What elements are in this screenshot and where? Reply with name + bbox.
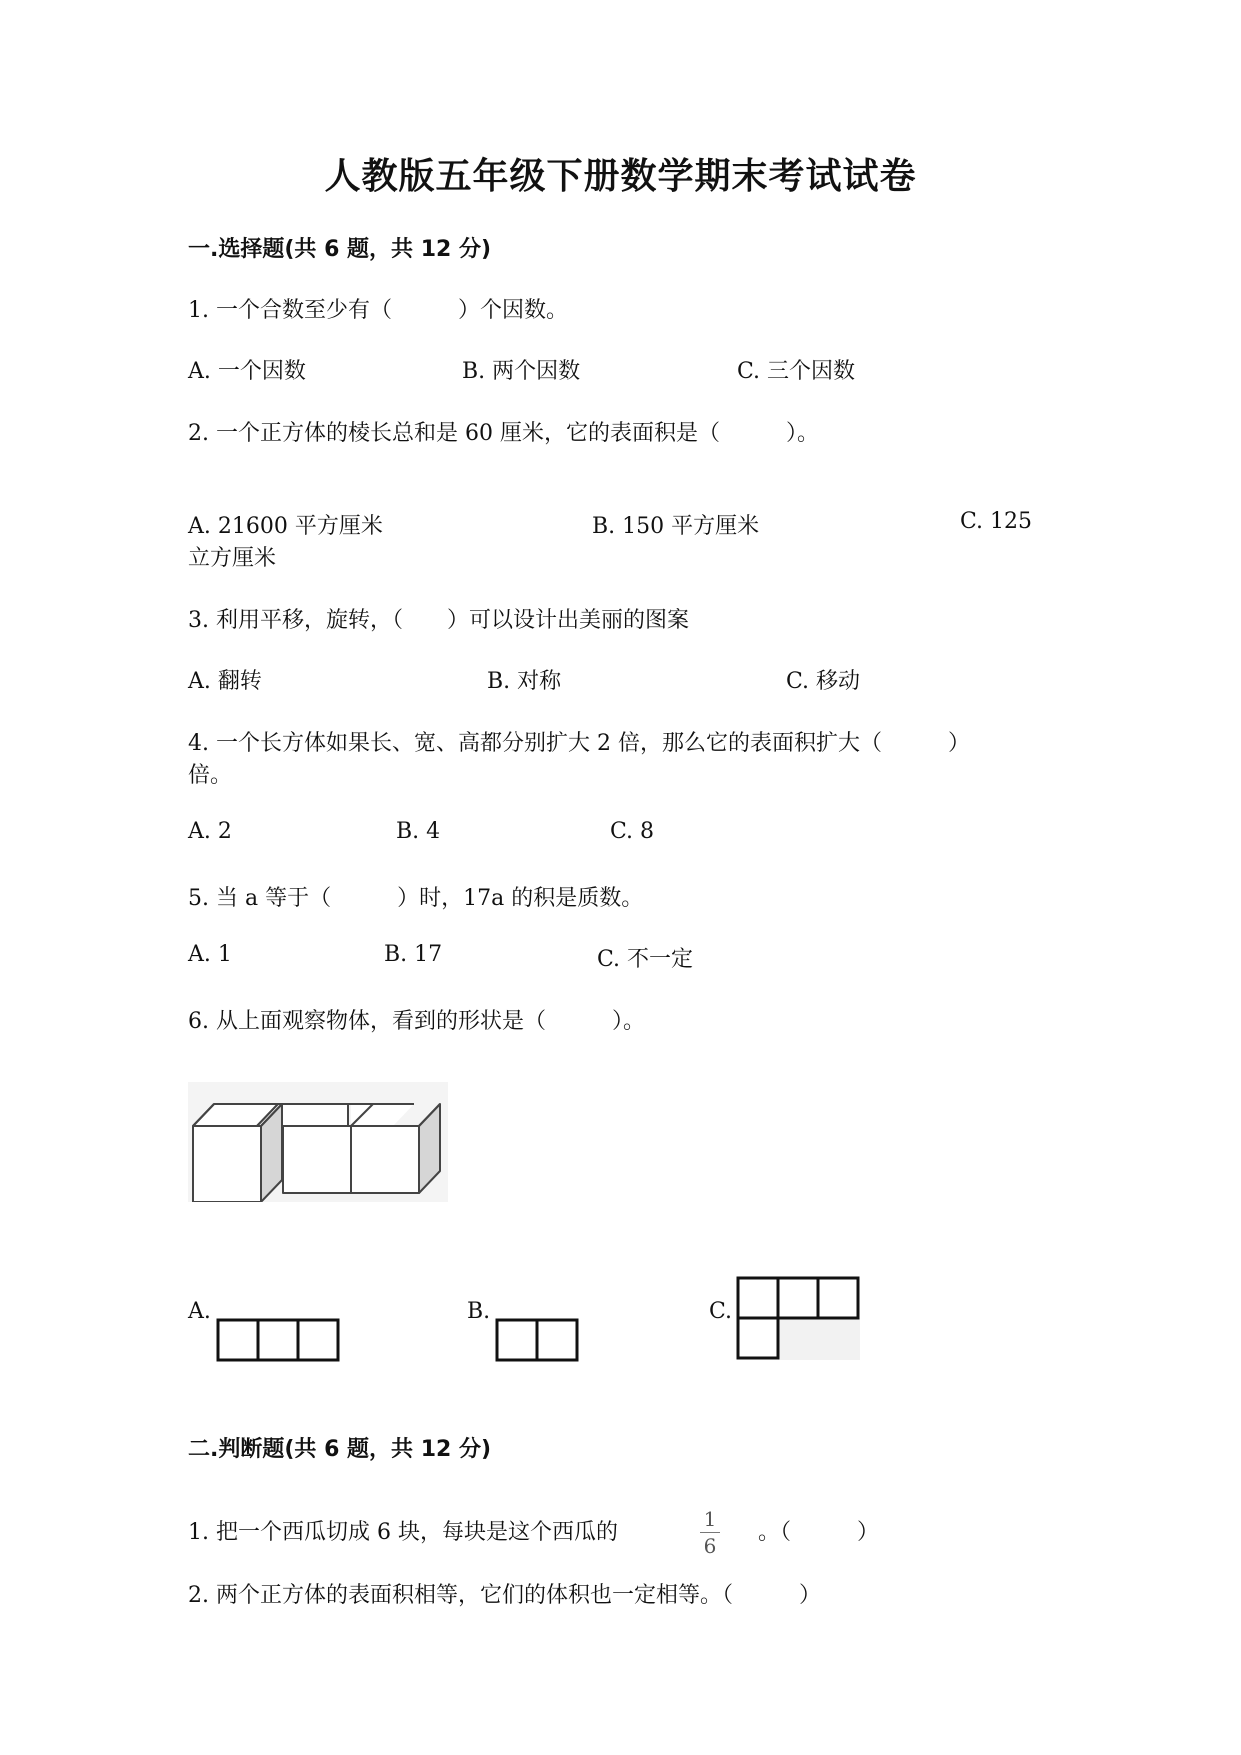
q1-option-c: C. 三个因数 [737, 359, 856, 384]
section-heading-choice: 一.选择题(共 6 题，共 12 分) [188, 237, 492, 262]
question-2: 2. 一个正方体的棱长总和是 60 厘米，它的表面积是（ ）。 [188, 421, 819, 446]
q1-option-a: A. 一个因数 [188, 359, 306, 384]
option-c-figure [736, 1276, 862, 1362]
q3-option-c: C. 移动 [786, 669, 861, 694]
q6-option-a: A. [188, 1299, 211, 1324]
fraction-numerator: 1 [703, 1507, 717, 1531]
fraction-one-sixth [698, 1508, 722, 1557]
cubes-figure [188, 1082, 448, 1202]
q2-option-c-cont: 立方厘米 [188, 546, 277, 571]
q5-option-a: A. 1 [188, 942, 232, 967]
judgment-1-answer: 。（ ） [758, 1520, 880, 1545]
question-3: 3. 利用平移，旋转，（ ）可以设计出美丽的图案 [188, 608, 689, 633]
fraction-bar [700, 1532, 720, 1533]
q4-option-a: A. 2 [188, 819, 232, 844]
q3-option-a: A. 翻转 [188, 669, 262, 694]
q1-option-b: B. 两个因数 [462, 359, 581, 384]
question-5: 5. 当 a 等于（ ）时，17a 的积是质数。 [188, 886, 644, 911]
q3-option-b: B. 对称 [487, 669, 562, 694]
option-a-figure [216, 1318, 340, 1364]
question-6: 6. 从上面观察物体，看到的形状是（ ）。 [188, 1009, 645, 1034]
judgment-2: 2. 两个正方体的表面积相等，它们的体积也一定相等。（ ） [188, 1583, 821, 1608]
q6-option-b: B. [467, 1299, 491, 1324]
q2-option-c: C. 125 [960, 509, 1033, 534]
page-title: 人教版五年级下册数学期末考试试卷 [324, 155, 917, 197]
q5-option-c: C. 不一定 [597, 947, 694, 972]
judgment-1: 1. 把一个西瓜切成 6 块，每块是这个西瓜的 [188, 1520, 618, 1545]
question-4-cont: 倍。 [188, 763, 233, 788]
q2-option-b: B. 150 平方厘米 [592, 514, 760, 539]
q5-option-b: B. 17 [384, 942, 443, 967]
section-heading-judgment: 二.判断题(共 6 题，共 12 分) [188, 1437, 492, 1462]
question-4: 4. 一个长方体如果长、宽、高都分别扩大 2 倍，那么它的表面积扩大（ ） [188, 731, 970, 756]
q4-option-b: B. 4 [396, 819, 441, 844]
question-1: 1. 一个合数至少有（ ）个因数。 [188, 298, 568, 323]
q6-option-c: C. [709, 1299, 733, 1324]
q4-option-c: C. 8 [610, 819, 655, 844]
option-b-figure [495, 1318, 579, 1364]
fraction-denominator: 6 [703, 1534, 717, 1558]
q2-option-a: A. 21600 平方厘米 [188, 514, 383, 539]
